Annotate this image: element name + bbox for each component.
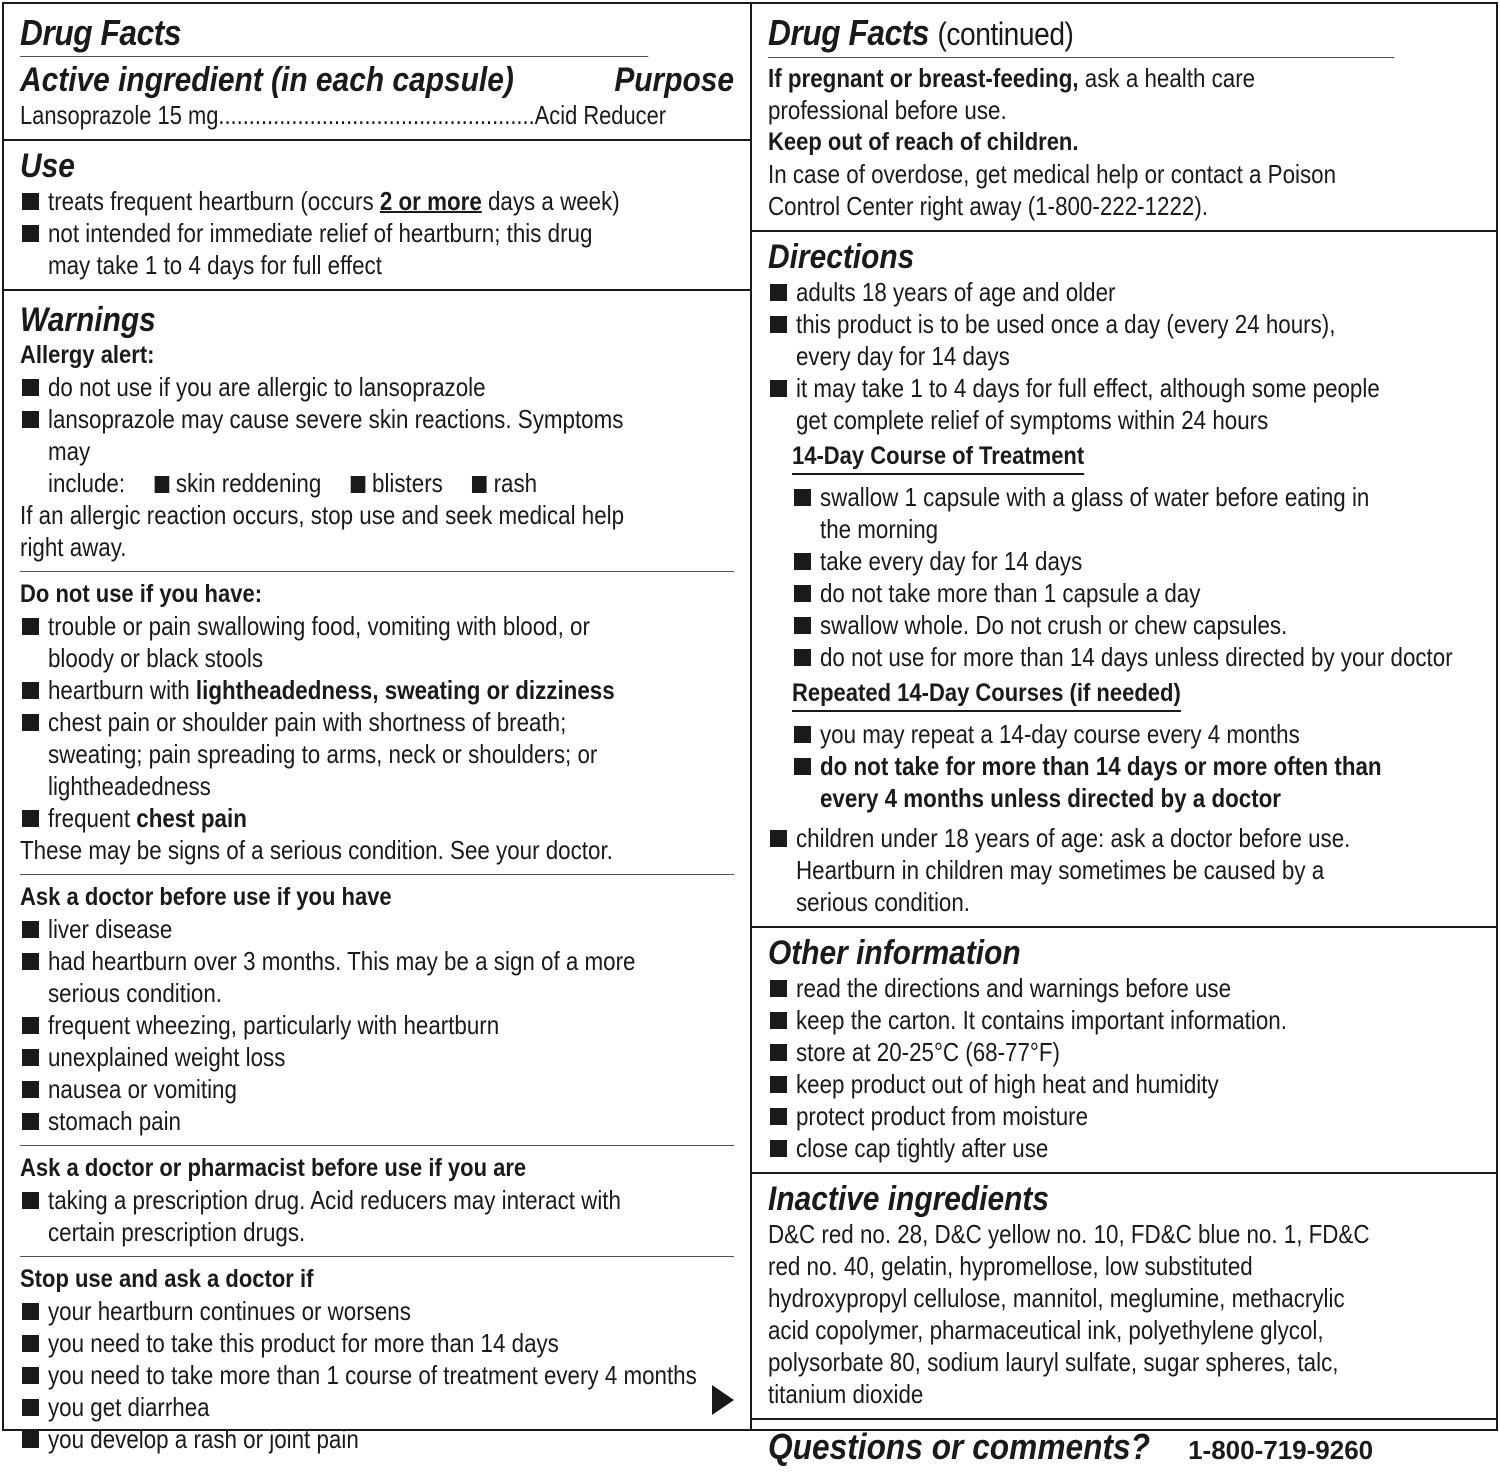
- bullet-square-icon: [22, 1335, 39, 1352]
- list-item: [792, 577, 1480, 609]
- active-ingredient-section: [4, 4, 750, 141]
- dnu-item4-text: frequent: [48, 803, 137, 833]
- repeat-item-bold: do not take for more than 14 days or more often than every 4 months unless directed by a doctor: [820, 751, 1382, 813]
- symptom-text: rash: [493, 468, 538, 498]
- list-item: [792, 750, 1480, 814]
- repeat-list: [792, 718, 1480, 814]
- repeat-item-text: you may repeat a 14-day course every 4 months: [820, 719, 1300, 749]
- direction-item-text: it may take 1 to 4 days for full effect, although some people get complete relief of symptoms within 24 hours: [796, 373, 1380, 435]
- list-item: [20, 706, 734, 802]
- active-ingredient-line: Lansoprazole 15 mg....................................................Acid Reducer: [20, 100, 667, 130]
- bullet-square-icon: [22, 225, 39, 242]
- bullet-square-icon: [770, 316, 787, 333]
- inactive-ingredients-section: [752, 1174, 1496, 1420]
- bullet-square-icon: [22, 1367, 39, 1384]
- list-item: [792, 718, 1480, 750]
- list-item: [20, 802, 734, 834]
- list-item: [768, 372, 1480, 436]
- keep-out-of-reach: Keep out of reach of children.: [768, 128, 1079, 156]
- dnu-item4-bold: chest pain: [136, 803, 247, 833]
- bullet-square-icon: [794, 489, 811, 506]
- course-item-text: do not take more than 1 capsule a day: [820, 578, 1201, 608]
- stop-item-text: you need to take more than 1 course of treatment every 4 months: [48, 1360, 697, 1390]
- other-item-text: read the directions and warnings before use: [796, 973, 1232, 1003]
- stop-item-text: you need to take this product for more than 14 days: [48, 1328, 559, 1358]
- direction-item-text: this product is to be used once a day (every 24 hours), every day for 14 days: [796, 309, 1336, 371]
- course-item-text: swallow whole. Do not crush or chew capsules.: [820, 610, 1288, 640]
- purpose-heading: Purpose: [614, 61, 734, 99]
- list-item: [792, 481, 1480, 545]
- active-heading-row: [20, 61, 734, 99]
- list-item: [20, 1009, 734, 1041]
- ask-item-text: stomach pain: [48, 1106, 182, 1136]
- stop-item-text: you get diarrhea: [48, 1392, 210, 1422]
- stop-use-heading: Stop use and ask a doctor if: [20, 1265, 314, 1293]
- symptom-text: blisters: [372, 468, 443, 498]
- other-item-text: keep product out of high heat and humidity: [796, 1069, 1219, 1099]
- repeat-heading: Repeated 14-Day Courses (if needed): [792, 677, 1181, 712]
- bullet-square-icon: [22, 1049, 39, 1066]
- bullet-square-icon: [794, 553, 811, 570]
- list-item: [20, 1423, 734, 1455]
- direction-item-text: adults 18 years of age and older: [796, 277, 1116, 307]
- list-item: [768, 276, 1480, 308]
- directions-section: [752, 232, 1496, 928]
- dnu-item3-text: chest pain or shoulder pain with shortness of breath; sweating; pain spreading to arms, neck or shoulders; or lightheadedness: [48, 707, 598, 801]
- continued-label: (continued): [937, 16, 1074, 52]
- other-info-heading: Other information: [768, 934, 1021, 972]
- course-heading: 14-Day Course of Treatment: [792, 440, 1084, 475]
- continued-arrow-icon: [712, 1385, 734, 1415]
- pregnancy-section: [752, 4, 1496, 232]
- other-item-text: keep the carton. It contains important information.: [796, 1005, 1287, 1035]
- list-item: [20, 1327, 734, 1359]
- ask-item-text: had heartburn over 3 months. This may be a sign of a more serious condition.: [48, 946, 636, 1008]
- ask-item-text: nausea or vomiting: [48, 1074, 237, 1104]
- list-item: [768, 972, 1480, 1004]
- left-column: [4, 4, 752, 1454]
- list-item: [20, 1391, 734, 1423]
- bullet-square-icon: [770, 284, 787, 301]
- list-item: [20, 371, 734, 403]
- bullet-square-icon: [22, 1192, 39, 1209]
- other-info-section: [752, 928, 1496, 1174]
- ask-pharmacist-subsection: [20, 1145, 734, 1248]
- bullet-square-icon: [770, 1140, 787, 1157]
- list-item: [20, 217, 734, 281]
- bullet-square-icon: [794, 617, 811, 634]
- ask-pharmacist-heading: Ask a doctor or pharmacist before use if you are: [20, 1154, 527, 1182]
- bullet-square-icon: [794, 758, 811, 775]
- course-item-text: swallow 1 capsule with a glass of water before eating in the morning: [820, 482, 1370, 544]
- list-item: [792, 545, 1480, 577]
- bullet-square-icon: [22, 714, 39, 731]
- use-section: [4, 141, 750, 291]
- ask-doctor-heading: Ask a doctor before use if you have: [20, 883, 392, 911]
- drug-facts-continued-title: [768, 12, 1395, 58]
- drug-facts-title-text: Drug Facts: [768, 12, 930, 53]
- directions-heading: Directions: [768, 238, 915, 276]
- use-item1-bold: 2 or more: [379, 186, 482, 216]
- overdose-note: [768, 158, 1480, 222]
- warnings-section: [4, 291, 750, 1463]
- bullet-square-icon: [22, 1303, 39, 1320]
- dnu-item2-bold: lightheadedness, sweating or dizziness: [195, 675, 615, 705]
- stop-item-text: your heartburn continues or worsens: [48, 1296, 411, 1326]
- list-item: [792, 609, 1480, 641]
- ask-item-text: liver disease: [48, 914, 173, 944]
- pregnancy-bold: If pregnant or breast-feeding,: [768, 63, 1079, 93]
- other-item-text: close cap tightly after use: [796, 1133, 1049, 1163]
- warnings-heading: Warnings: [20, 301, 156, 339]
- list-item: [768, 308, 1480, 372]
- right-column: [752, 4, 1496, 1467]
- bullet-square-icon: [22, 810, 39, 827]
- do-not-use-heading: Do not use if you have:: [20, 580, 263, 608]
- bullet-square-icon: [770, 980, 787, 997]
- bullet-square-icon: [770, 1044, 787, 1061]
- use-heading: Use: [20, 147, 75, 185]
- include-label: include:: [48, 468, 126, 498]
- bullet-square-icon: [22, 1081, 39, 1098]
- drug-facts-label: [2, 2, 1498, 1467]
- allergy-alert-heading: Allergy alert:: [20, 341, 155, 369]
- list-item: [20, 1041, 734, 1073]
- allergy-item2-text: lansoprazole may cause severe skin reactions. Symptoms may: [48, 404, 624, 466]
- ask-doctor-subsection: [20, 874, 734, 1137]
- course-list: [792, 481, 1480, 673]
- list-item: [768, 822, 1480, 918]
- bullet-square-icon: [22, 921, 39, 938]
- list-item: [768, 1036, 1480, 1068]
- bullet-square-icon: [22, 193, 39, 210]
- pregnancy-note: [768, 62, 1480, 126]
- bullet-square-icon: [22, 1399, 39, 1416]
- bullet-square-icon: [154, 476, 169, 493]
- list-item: [20, 1184, 734, 1248]
- bullet-square-icon: [770, 1012, 787, 1029]
- use-item1-text: treats frequent heartburn (occurs: [48, 186, 380, 216]
- list-item: [20, 185, 734, 217]
- other-item-text: store at 20-25°C (68-77°F): [796, 1037, 1060, 1067]
- inactive-ingredients-text: D&C red no. 28, D&C yellow no. 10, FD&C blue no. 1, FD&C red no. 40, gelatin, hypromellose, low substituted hydroxypropyl cellulose, mannitol, meglumine, methacrylic acid copolymer, pharmaceutical ink, polyethylene glycol, polysorbate 80, sodium lauryl sulfate, sugar spheres, talc, titanium dioxide: [768, 1219, 1370, 1409]
- inactive-ingredients-heading: Inactive ingredients: [768, 1180, 1050, 1218]
- bullet-square-icon: [22, 411, 39, 428]
- course-item-text: take every day for 14 days: [820, 546, 1083, 576]
- bullet-square-icon: [770, 830, 787, 847]
- list-item: [20, 1295, 734, 1327]
- bullet-square-icon: [770, 1076, 787, 1093]
- use-item2-text: not intended for immediate relief of heartburn; this drug may take 1 to 4 days for full effect: [48, 218, 593, 280]
- bullet-square-icon: [22, 618, 39, 635]
- bullet-square-icon: [794, 726, 811, 743]
- questions-phone[interactable]: 1-800-719-9260: [1188, 1435, 1374, 1465]
- bullet-square-icon: [22, 1017, 39, 1034]
- bullet-square-icon: [22, 1113, 39, 1130]
- list-item: [768, 1132, 1480, 1164]
- list-item: [20, 913, 734, 945]
- list-item: [20, 1073, 734, 1105]
- children-text: children under 18 years of age: ask a doctor before use. Heartburn in children may sometimes be caused by a serious condition.: [796, 823, 1351, 917]
- bullet-square-icon: [770, 1108, 787, 1125]
- questions-row: [768, 1426, 1480, 1468]
- inactive-ingredients-list: [768, 1218, 1480, 1410]
- other-item-text: protect product from moisture: [796, 1101, 1089, 1131]
- list-item: [20, 403, 734, 499]
- ask-item-text: unexplained weight loss: [48, 1042, 286, 1072]
- allergy-item1-text: do not use if you are allergic to lansoprazole: [48, 372, 486, 402]
- list-item: [768, 1068, 1480, 1100]
- stop-item-text: you develop a rash or joint pain: [48, 1424, 359, 1454]
- active-ingredient-heading: Active ingredient (in each capsule): [20, 61, 514, 99]
- pregnancy-text: ask a health care professional before use.: [768, 63, 1256, 125]
- list-item: [768, 1004, 1480, 1036]
- stop-use-subsection: [20, 1256, 734, 1455]
- pharm-item-text: taking a prescription drug. Acid reducers may interact with certain prescription drugs.: [48, 1185, 621, 1247]
- bullet-square-icon: [22, 682, 39, 699]
- bullet-square-icon: [351, 476, 366, 493]
- bullet-square-icon: [770, 380, 787, 397]
- do-not-use-subsection: [20, 571, 734, 866]
- bullet-square-icon: [22, 1431, 39, 1448]
- questions-label: Questions or comments?: [768, 1426, 1150, 1467]
- bullet-square-icon: [794, 649, 811, 666]
- overdose-text: In case of overdose, get medical help or contact a Poison Control Center right away (1-800-222-1222).: [768, 159, 1337, 221]
- use-item1-end: days a week): [481, 186, 620, 216]
- list-item: [20, 1105, 734, 1137]
- dnu-item2-text: heartburn with: [48, 675, 196, 705]
- allergy-reaction-text: If an allergic reaction occurs, stop use and seek medical help right away.: [20, 500, 625, 562]
- dnu-note: These may be signs of a serious condition. See your doctor.: [20, 835, 613, 865]
- list-item: [20, 610, 734, 674]
- ask-item-text: frequent wheezing, particularly with heartburn: [48, 1010, 500, 1040]
- bullet-square-icon: [472, 476, 487, 493]
- bullet-square-icon: [22, 379, 39, 396]
- list-item: [20, 674, 734, 706]
- allergy-reaction-note: [20, 499, 734, 563]
- list-item: [20, 945, 734, 1009]
- list-item: [768, 1100, 1480, 1132]
- list-item: [20, 1359, 734, 1391]
- symptom-text: skin reddening: [175, 468, 322, 498]
- drug-facts-title: Drug Facts: [20, 12, 648, 57]
- bullet-square-icon: [794, 585, 811, 602]
- course-item-text: do not use for more than 14 days unless directed by your doctor: [820, 642, 1453, 672]
- bullet-square-icon: [22, 953, 39, 970]
- dnu-item1-text: trouble or pain swallowing food, vomiting with blood, or bloody or black stools: [48, 611, 590, 673]
- questions-section: [752, 1420, 1496, 1476]
- list-item: [792, 641, 1480, 673]
